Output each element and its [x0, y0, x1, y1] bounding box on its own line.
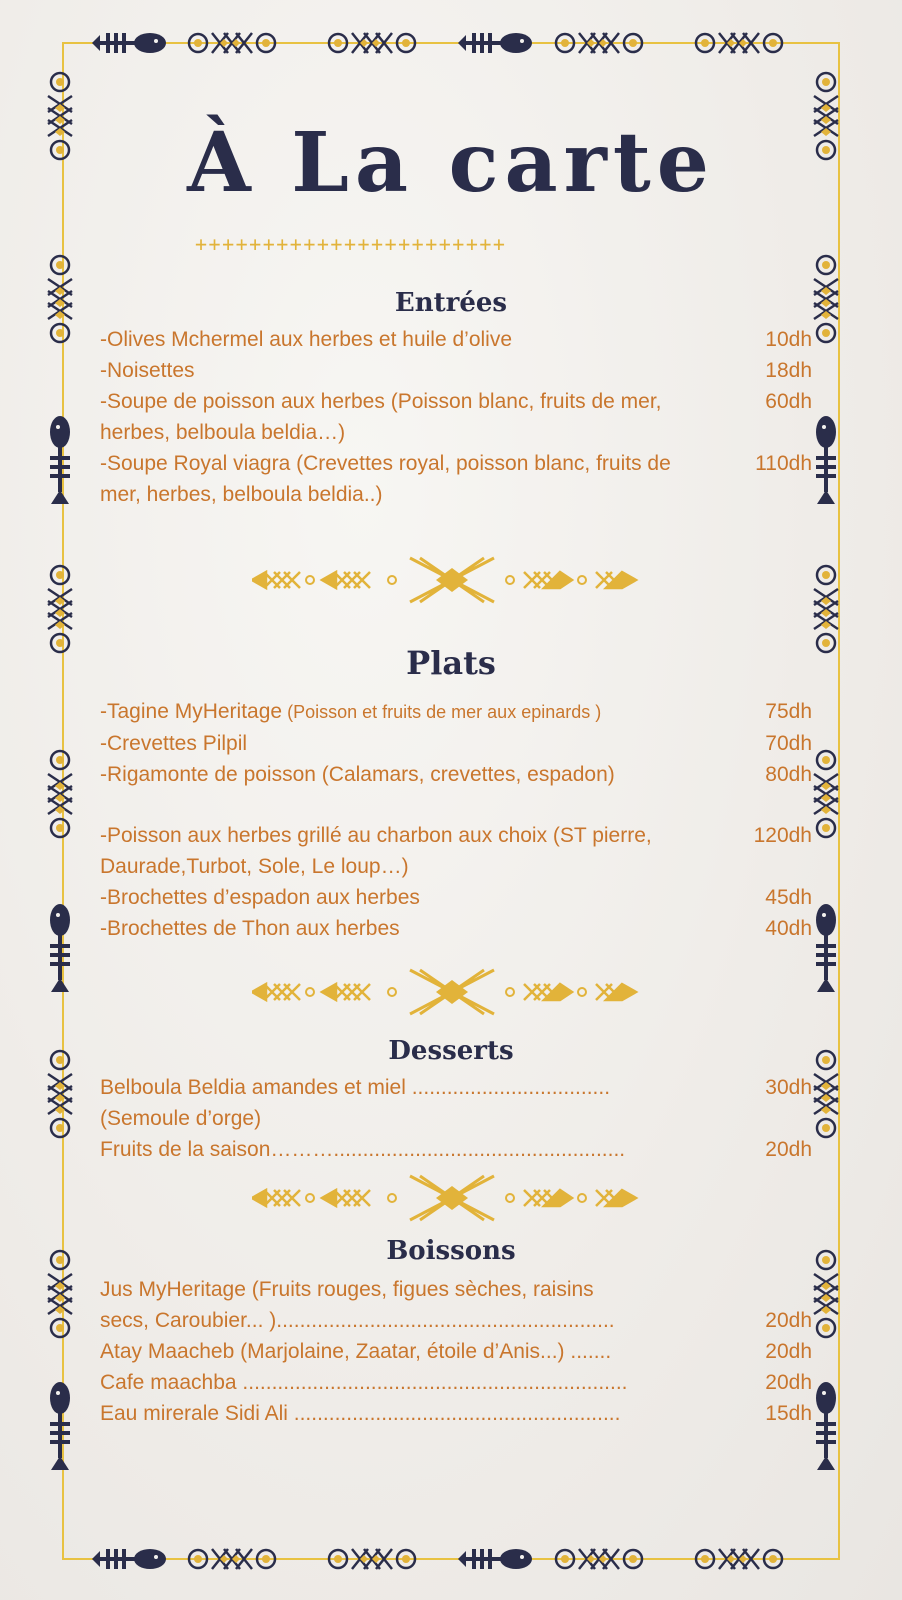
- list-item: -Crevettes Pilpil 70dh: [100, 732, 812, 755]
- list-item: Eau mirerale Sidi Ali ........................................................ 15dh: [100, 1402, 812, 1425]
- section-title-entrees: Entrées: [394, 288, 508, 318]
- divider-ornament: [252, 1170, 652, 1226]
- list-item: -Noisettes 18dh: [100, 359, 812, 382]
- list-item: Cafe maachba .................................................................. 20dh: [100, 1371, 812, 1394]
- list-item: (Semoule d’orge): [100, 1107, 262, 1130]
- list-item: -Tagine MyHeritage (Poisson et fruits de mer aux epinards ) 75dh: [100, 700, 812, 723]
- list-item: -Rigamonte de poisson (Calamars, crevettes, espadon) 80dh: [100, 763, 812, 786]
- menu-list-plats: [100, 696, 812, 944]
- menu-list-boissons: [100, 1274, 812, 1429]
- section-title-desserts: Desserts: [388, 1036, 514, 1066]
- list-item: -Olives Mchermel aux herbes et huile d’olive 10dh: [100, 328, 812, 351]
- menu-list-entrees: [100, 324, 812, 510]
- divider-ornament: [252, 552, 652, 608]
- section-title-boissons: Boissons: [386, 1236, 516, 1266]
- title-rule-ornament: +++++++++++++++++++++++: [195, 232, 507, 256]
- list-item: -Poisson aux herbes grillé au charbon aux choix (ST pierre, Daurade,Turbot, Sole, Le loup…) 120dh: [100, 824, 812, 878]
- bottom-border-ornament: [70, 1534, 840, 1584]
- page-title: À La carte: [187, 115, 715, 211]
- list-item: Fruits de la saison……….................................................. 20dh: [100, 1138, 812, 1161]
- list-item: Atay Maacheb (Marjolaine, Zaatar, étoile d’Anis...) ....... 20dh: [100, 1340, 812, 1363]
- menu-list-desserts: [100, 1072, 812, 1165]
- list-item: -Brochettes d’espadon aux herbes 45dh: [100, 886, 812, 909]
- divider-ornament: [252, 964, 652, 1020]
- list-item: Belboula Beldia amandes et miel .................................. 30dh: [100, 1076, 812, 1099]
- left-border-ornament: [38, 60, 88, 1540]
- section-title-plats: Plats: [406, 644, 496, 682]
- list-item: -Soupe de poisson aux herbes (Poisson blanc, fruits de mer, herbes, belboula beldia…) 60dh: [100, 390, 812, 444]
- list-item: Jus MyHeritage (Fruits rouges, figues sèches, raisins: [100, 1278, 594, 1301]
- list-item: -Soupe Royal viagra (Crevettes royal, poisson blanc, fruits de mer, herbes, belboula beldia..) 110dh: [100, 452, 812, 506]
- list-item: -Brochettes de Thon aux herbes 40dh: [100, 917, 812, 940]
- list-item: secs, Caroubier... ).......................................................... 20dh: [100, 1309, 812, 1332]
- top-border-ornament: [70, 18, 840, 68]
